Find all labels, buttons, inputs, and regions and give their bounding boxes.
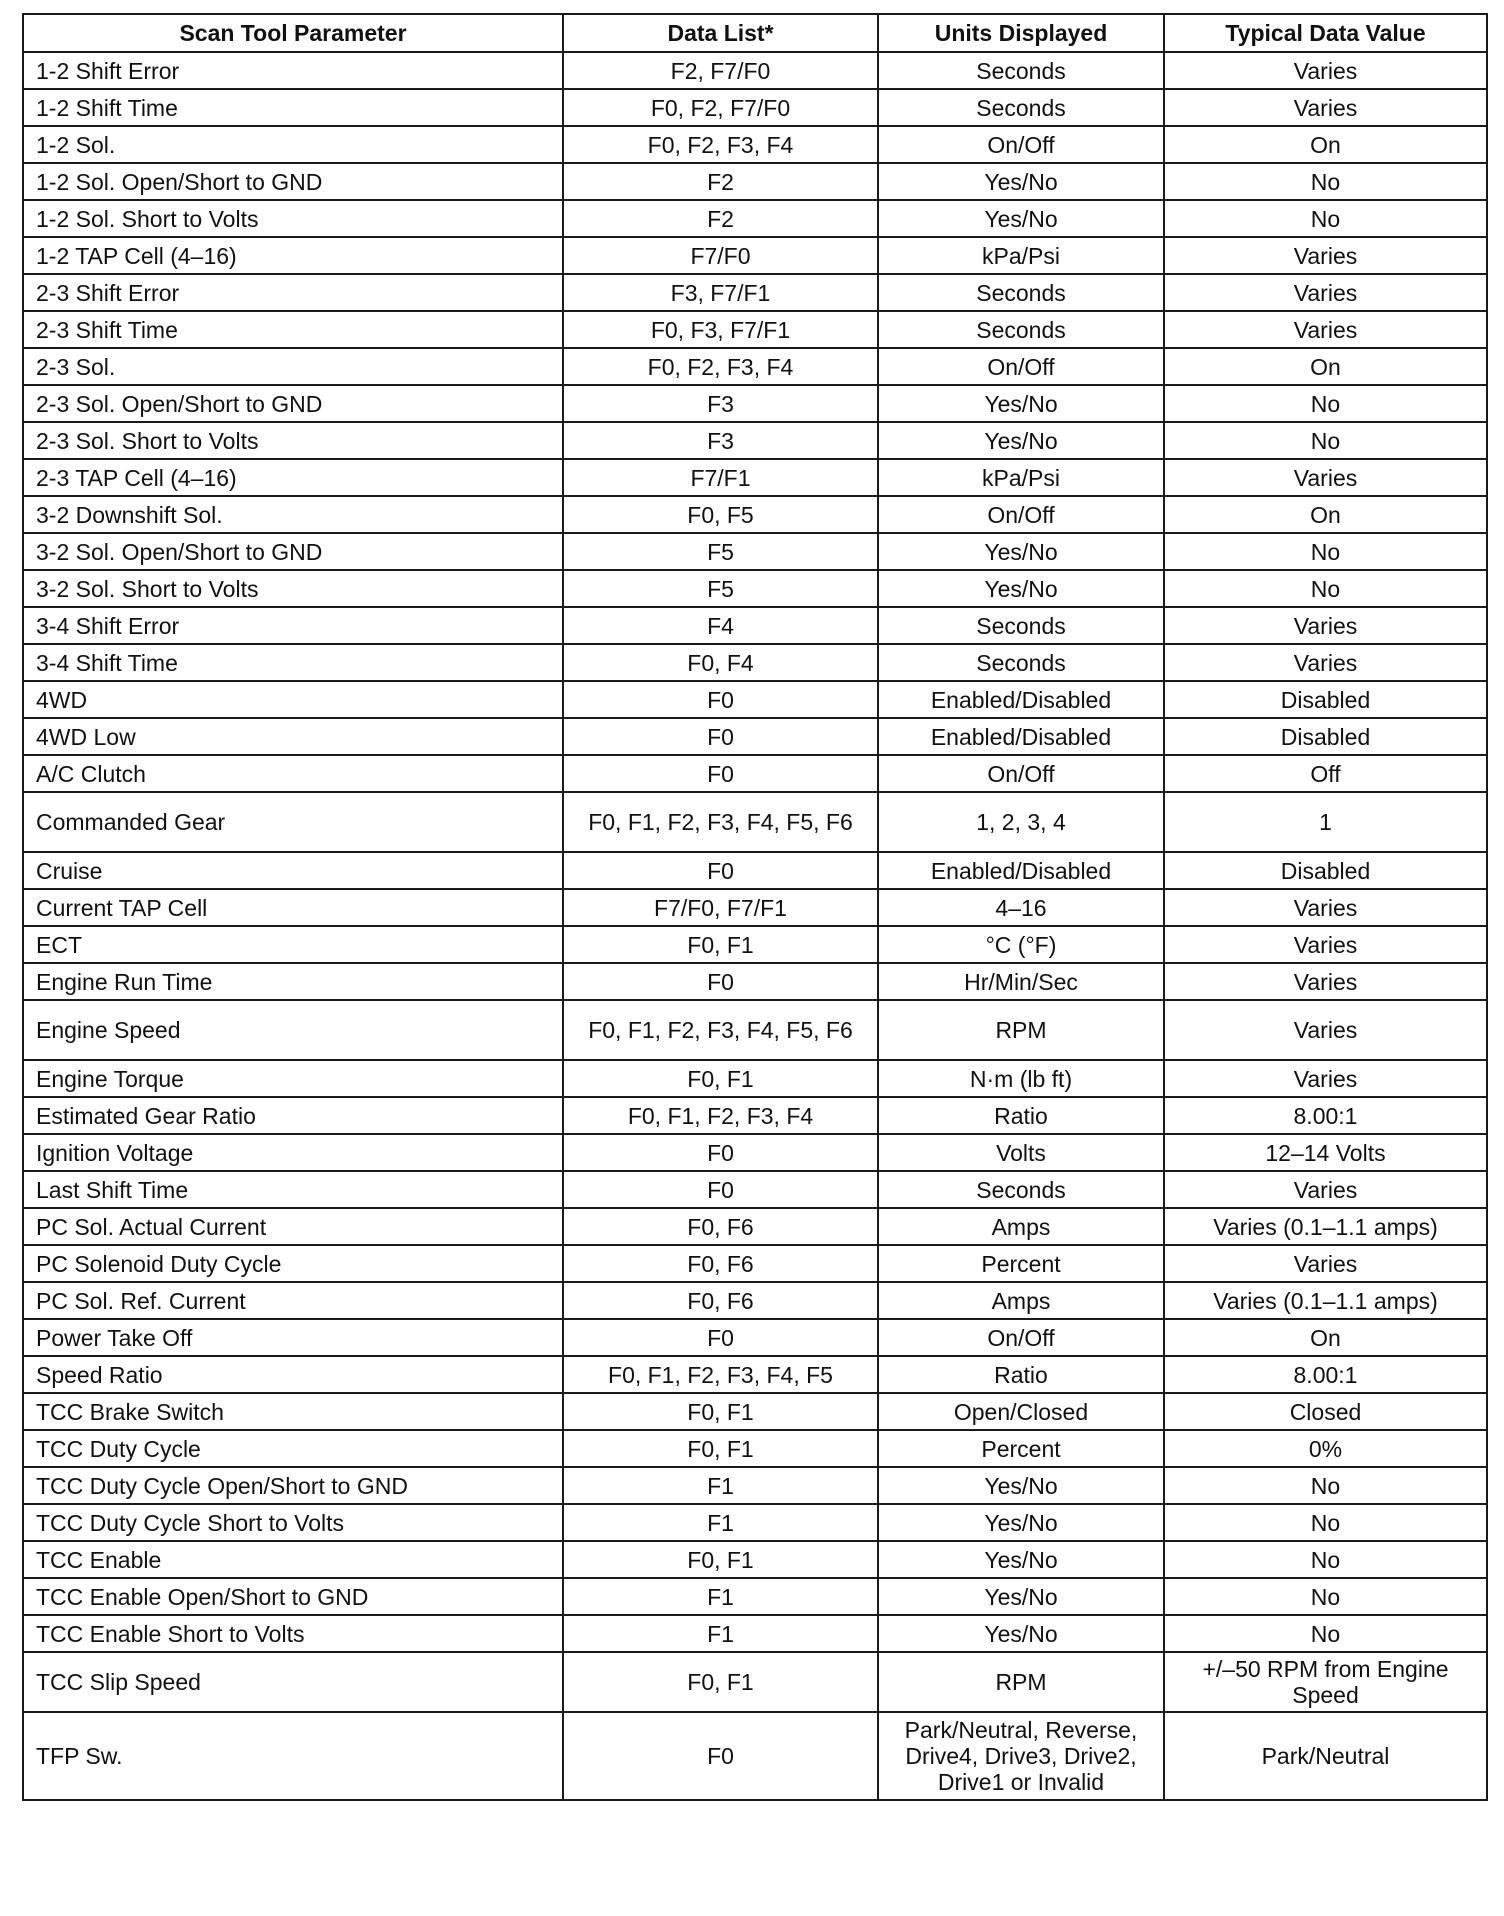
data-list-cell: F0	[563, 1134, 878, 1171]
data-list-cell: F0, F6	[563, 1282, 878, 1319]
param-cell: 3-4 Shift Time	[23, 644, 563, 681]
units-cell: On/Off	[878, 126, 1164, 163]
typical-value-cell: No	[1164, 1504, 1487, 1541]
param-cell: 2-3 Sol.	[23, 348, 563, 385]
units-cell: On/Off	[878, 496, 1164, 533]
data-list-cell: F0, F1	[563, 1652, 878, 1712]
param-cell: 2-3 Shift Time	[23, 311, 563, 348]
typical-value-cell: No	[1164, 163, 1487, 200]
table-row	[23, 348, 1487, 385]
typical-value-cell: Varies	[1164, 1060, 1487, 1097]
units-cell: Amps	[878, 1282, 1164, 1319]
units-cell: N·m (lb ft)	[878, 1060, 1164, 1097]
table-row	[23, 422, 1487, 459]
units-cell: Yes/No	[878, 533, 1164, 570]
param-cell: TCC Brake Switch	[23, 1393, 563, 1430]
units-cell: Open/Closed	[878, 1393, 1164, 1430]
param-cell: Cruise	[23, 852, 563, 889]
units-cell: Ratio	[878, 1097, 1164, 1134]
units-cell: Yes/No	[878, 1615, 1164, 1652]
units-cell: Yes/No	[878, 1504, 1164, 1541]
table-row	[23, 644, 1487, 681]
typical-value-cell: Varies	[1164, 52, 1487, 89]
table-row	[23, 607, 1487, 644]
units-cell: Yes/No	[878, 163, 1164, 200]
param-cell: Current TAP Cell	[23, 889, 563, 926]
units-cell: Enabled/Disabled	[878, 681, 1164, 718]
typical-value-cell: No	[1164, 1615, 1487, 1652]
param-cell: 3-4 Shift Error	[23, 607, 563, 644]
typical-value-cell: Varies	[1164, 889, 1487, 926]
typical-value-cell: Varies	[1164, 963, 1487, 1000]
data-list-cell: F1	[563, 1615, 878, 1652]
units-cell: Seconds	[878, 311, 1164, 348]
typical-value-cell: On	[1164, 496, 1487, 533]
param-cell: 1-2 Sol. Open/Short to GND	[23, 163, 563, 200]
data-list-cell: F0	[563, 755, 878, 792]
param-cell: Commanded Gear	[23, 792, 563, 852]
units-cell: Yes/No	[878, 385, 1164, 422]
table-row	[23, 459, 1487, 496]
typical-value-cell: Varies	[1164, 89, 1487, 126]
param-cell: 2-3 Sol. Short to Volts	[23, 422, 563, 459]
table-row	[23, 311, 1487, 348]
units-cell: Hr/Min/Sec	[878, 963, 1164, 1000]
table-row	[23, 1541, 1487, 1578]
param-cell: PC Sol. Actual Current	[23, 1208, 563, 1245]
param-cell: Last Shift Time	[23, 1171, 563, 1208]
data-list-cell: F0, F2, F3, F4	[563, 126, 878, 163]
typical-value-cell: 8.00:1	[1164, 1097, 1487, 1134]
table-row	[23, 1208, 1487, 1245]
table-row	[23, 681, 1487, 718]
typical-value-cell: No	[1164, 533, 1487, 570]
typical-value-cell: No	[1164, 1467, 1487, 1504]
table-row	[23, 496, 1487, 533]
typical-value-cell: Varies	[1164, 1000, 1487, 1060]
typical-value-cell: +/–50 RPM from Engine Speed	[1164, 1652, 1487, 1712]
data-list-cell: F0	[563, 681, 878, 718]
table-row	[23, 126, 1487, 163]
units-cell: Ratio	[878, 1356, 1164, 1393]
data-list-cell: F2	[563, 163, 878, 200]
units-cell: Percent	[878, 1430, 1164, 1467]
table-row	[23, 1615, 1487, 1652]
table-row	[23, 1356, 1487, 1393]
table-row	[23, 755, 1487, 792]
data-list-cell: F5	[563, 570, 878, 607]
data-list-cell: F0	[563, 1319, 878, 1356]
units-cell: Amps	[878, 1208, 1164, 1245]
units-cell: °C (°F)	[878, 926, 1164, 963]
units-cell: 1, 2, 3, 4	[878, 792, 1164, 852]
typical-value-cell: Park/Neutral	[1164, 1712, 1487, 1800]
data-list-cell: F3, F7/F1	[563, 274, 878, 311]
table-row	[23, 1430, 1487, 1467]
units-cell: RPM	[878, 1000, 1164, 1060]
table-row	[23, 533, 1487, 570]
param-cell: Engine Run Time	[23, 963, 563, 1000]
typical-value-cell: Varies	[1164, 607, 1487, 644]
table-row	[23, 163, 1487, 200]
data-list-cell: F0, F3, F7/F1	[563, 311, 878, 348]
param-cell: 1-2 Sol. Short to Volts	[23, 200, 563, 237]
param-cell: 2-3 Sol. Open/Short to GND	[23, 385, 563, 422]
data-list-cell: F1	[563, 1504, 878, 1541]
typical-value-cell: Varies (0.1–1.1 amps)	[1164, 1282, 1487, 1319]
param-cell: ECT	[23, 926, 563, 963]
data-list-cell: F5	[563, 533, 878, 570]
units-cell: Volts	[878, 1134, 1164, 1171]
data-list-cell: F1	[563, 1578, 878, 1615]
param-cell: Power Take Off	[23, 1319, 563, 1356]
param-cell: 1-2 Sol.	[23, 126, 563, 163]
table-row	[23, 1504, 1487, 1541]
param-cell: 2-3 Shift Error	[23, 274, 563, 311]
table-row	[23, 385, 1487, 422]
units-cell: RPM	[878, 1652, 1164, 1712]
param-cell: 1-2 TAP Cell (4–16)	[23, 237, 563, 274]
typical-value-cell: No	[1164, 200, 1487, 237]
param-cell: TCC Enable Open/Short to GND	[23, 1578, 563, 1615]
units-cell: Yes/No	[878, 1578, 1164, 1615]
data-list-cell: F0, F5	[563, 496, 878, 533]
table-row	[23, 889, 1487, 926]
data-list-cell: F0, F1	[563, 1393, 878, 1430]
units-cell: Enabled/Disabled	[878, 852, 1164, 889]
units-cell: Percent	[878, 1245, 1164, 1282]
units-cell: Yes/No	[878, 570, 1164, 607]
data-list-cell: F0	[563, 852, 878, 889]
scan-tool-data-table	[22, 13, 1488, 1801]
param-cell: Engine Torque	[23, 1060, 563, 1097]
param-cell: Estimated Gear Ratio	[23, 1097, 563, 1134]
typical-value-cell: Varies	[1164, 1171, 1487, 1208]
typical-value-cell: Varies	[1164, 237, 1487, 274]
table-row	[23, 1712, 1487, 1800]
table-row	[23, 1578, 1487, 1615]
typical-value-cell: No	[1164, 422, 1487, 459]
units-cell: Seconds	[878, 89, 1164, 126]
typical-value-cell: Off	[1164, 755, 1487, 792]
header-data-list: Data List*	[563, 14, 878, 52]
param-cell: PC Sol. Ref. Current	[23, 1282, 563, 1319]
param-cell: TCC Slip Speed	[23, 1652, 563, 1712]
data-list-cell: F0	[563, 963, 878, 1000]
table-row	[23, 1319, 1487, 1356]
data-list-cell: F0, F6	[563, 1245, 878, 1282]
table-row	[23, 1097, 1487, 1134]
units-cell: On/Off	[878, 1319, 1164, 1356]
typical-value-cell: 8.00:1	[1164, 1356, 1487, 1393]
data-list-cell: F0, F2, F3, F4	[563, 348, 878, 385]
units-cell: Yes/No	[878, 422, 1164, 459]
units-cell: On/Off	[878, 348, 1164, 385]
data-list-cell: F3	[563, 422, 878, 459]
table-row	[23, 1467, 1487, 1504]
table-row	[23, 1134, 1487, 1171]
units-cell: Seconds	[878, 274, 1164, 311]
param-cell: TFP Sw.	[23, 1712, 563, 1800]
typical-value-cell: Disabled	[1164, 852, 1487, 889]
data-list-cell: F0, F1, F2, F3, F4	[563, 1097, 878, 1134]
data-list-cell: F4	[563, 607, 878, 644]
table-row	[23, 200, 1487, 237]
table-row	[23, 1171, 1487, 1208]
param-cell: A/C Clutch	[23, 755, 563, 792]
data-list-cell: F7/F0	[563, 237, 878, 274]
table-row	[23, 1245, 1487, 1282]
param-cell: 3-2 Downshift Sol.	[23, 496, 563, 533]
param-cell: 1-2 Shift Error	[23, 52, 563, 89]
data-list-cell: F0, F1	[563, 1541, 878, 1578]
table-row	[23, 926, 1487, 963]
table-row	[23, 274, 1487, 311]
data-list-cell: F0, F1	[563, 1060, 878, 1097]
data-list-cell: F0	[563, 1712, 878, 1800]
data-list-cell: F1	[563, 1467, 878, 1504]
units-cell: 4–16	[878, 889, 1164, 926]
typical-value-cell: Varies	[1164, 311, 1487, 348]
typical-value-cell: Varies	[1164, 459, 1487, 496]
data-list-cell: F0, F4	[563, 644, 878, 681]
typical-value-cell: On	[1164, 348, 1487, 385]
table-row	[23, 1000, 1487, 1060]
table-row	[23, 52, 1487, 89]
units-cell: Seconds	[878, 1171, 1164, 1208]
table-row	[23, 1282, 1487, 1319]
param-cell: TCC Enable	[23, 1541, 563, 1578]
header-units-displayed: Units Displayed	[878, 14, 1164, 52]
typical-value-cell: No	[1164, 385, 1487, 422]
data-list-cell: F7/F1	[563, 459, 878, 496]
table-row	[23, 718, 1487, 755]
param-cell: Ignition Voltage	[23, 1134, 563, 1171]
typical-value-cell: No	[1164, 570, 1487, 607]
data-list-cell: F3	[563, 385, 878, 422]
param-cell: 2-3 TAP Cell (4–16)	[23, 459, 563, 496]
table-row	[23, 963, 1487, 1000]
data-list-cell: F2, F7/F0	[563, 52, 878, 89]
table-body	[23, 52, 1487, 1800]
table-row	[23, 852, 1487, 889]
units-cell: On/Off	[878, 755, 1164, 792]
param-cell: TCC Duty Cycle Short to Volts	[23, 1504, 563, 1541]
data-list-cell: F0	[563, 718, 878, 755]
param-cell: 1-2 Shift Time	[23, 89, 563, 126]
typical-value-cell: 1	[1164, 792, 1487, 852]
param-cell: 4WD	[23, 681, 563, 718]
data-list-cell: F0	[563, 1171, 878, 1208]
table-row	[23, 1393, 1487, 1430]
param-cell: 4WD Low	[23, 718, 563, 755]
data-list-cell: F0, F1, F2, F3, F4, F5, F6	[563, 1000, 878, 1060]
param-cell: Engine Speed	[23, 1000, 563, 1060]
typical-value-cell: Varies	[1164, 926, 1487, 963]
units-cell: Yes/No	[878, 1467, 1164, 1504]
typical-value-cell: On	[1164, 126, 1487, 163]
data-list-cell: F0, F1	[563, 926, 878, 963]
data-list-cell: F7/F0, F7/F1	[563, 889, 878, 926]
units-cell: Seconds	[878, 52, 1164, 89]
typical-value-cell: Disabled	[1164, 718, 1487, 755]
typical-value-cell: 12–14 Volts	[1164, 1134, 1487, 1171]
typical-value-cell: On	[1164, 1319, 1487, 1356]
data-list-cell: F0, F1	[563, 1430, 878, 1467]
units-cell: Enabled/Disabled	[878, 718, 1164, 755]
param-cell: PC Solenoid Duty Cycle	[23, 1245, 563, 1282]
units-cell: Yes/No	[878, 1541, 1164, 1578]
units-cell: Yes/No	[878, 200, 1164, 237]
data-list-cell: F0, F2, F7/F0	[563, 89, 878, 126]
data-list-cell: F2	[563, 200, 878, 237]
table-row	[23, 792, 1487, 852]
param-cell: Speed Ratio	[23, 1356, 563, 1393]
table-row	[23, 1652, 1487, 1712]
param-cell: TCC Duty Cycle Open/Short to GND	[23, 1467, 563, 1504]
units-cell: Seconds	[878, 644, 1164, 681]
typical-value-cell: Varies	[1164, 274, 1487, 311]
table-row	[23, 89, 1487, 126]
table-row	[23, 570, 1487, 607]
data-list-cell: F0, F1, F2, F3, F4, F5	[563, 1356, 878, 1393]
header-scan-tool-parameter: Scan Tool Parameter	[23, 14, 563, 52]
table-row	[23, 1060, 1487, 1097]
units-cell: Park/Neutral, Reverse, Drive4, Drive3, Drive2, Drive1 or Invalid	[878, 1712, 1164, 1800]
typical-value-cell: Varies	[1164, 644, 1487, 681]
typical-value-cell: 0%	[1164, 1430, 1487, 1467]
header-row	[23, 14, 1487, 52]
units-cell: Seconds	[878, 607, 1164, 644]
header-typical-data-value: Typical Data Value	[1164, 14, 1487, 52]
typical-value-cell: No	[1164, 1578, 1487, 1615]
param-cell: 3-2 Sol. Open/Short to GND	[23, 533, 563, 570]
typical-value-cell: No	[1164, 1541, 1487, 1578]
param-cell: 3-2 Sol. Short to Volts	[23, 570, 563, 607]
param-cell: TCC Enable Short to Volts	[23, 1615, 563, 1652]
data-list-cell: F0, F6	[563, 1208, 878, 1245]
units-cell: kPa/Psi	[878, 237, 1164, 274]
typical-value-cell: Varies	[1164, 1245, 1487, 1282]
typical-value-cell: Disabled	[1164, 681, 1487, 718]
typical-value-cell: Varies (0.1–1.1 amps)	[1164, 1208, 1487, 1245]
param-cell: TCC Duty Cycle	[23, 1430, 563, 1467]
table-row	[23, 237, 1487, 274]
units-cell: kPa/Psi	[878, 459, 1164, 496]
typical-value-cell: Closed	[1164, 1393, 1487, 1430]
data-list-cell: F0, F1, F2, F3, F4, F5, F6	[563, 792, 878, 852]
